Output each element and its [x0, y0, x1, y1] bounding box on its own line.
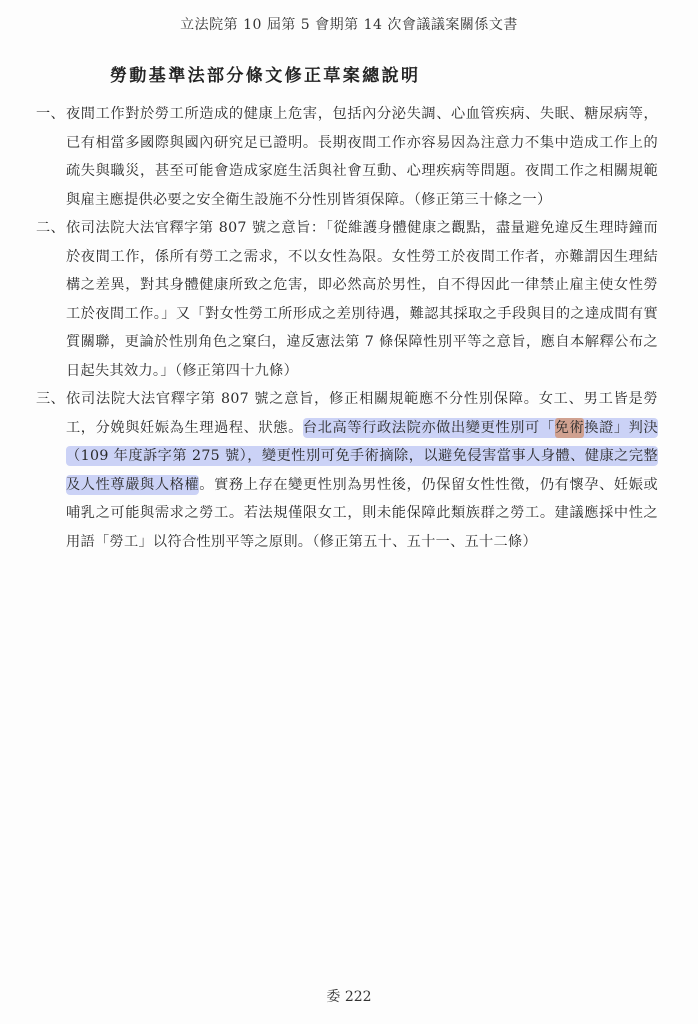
item-text [66, 385, 658, 556]
emphasis-mark: 免術 [554, 419, 585, 436]
highlight-text: 台北高等行政法院亦做出變更性別可「 [302, 419, 555, 436]
explanation-list [36, 100, 658, 556]
item-text: 夜間工作對於勞工所造成的健康上危害，包括內分泌失調、心血管疾病、失眠、糖尿病等，已有相當多國際與國內研究足已證明。長期夜間工作亦容易因為注意力不集中造成工作上的疏失與職災，甚至可能會造成家庭生活與社會互動、心理疾病等問題。夜間工作之相關規範與雇主應提供必要之安全衛生設施不分性別皆須保障。（修正第三十條之一） [66, 106, 658, 208]
running-header: 立法院第 10 屆第 5 會期第 14 次會議議案關係文書 [180, 17, 518, 33]
list-item [36, 214, 658, 385]
item-text-plain: 。實務上存在變更性別為男性後，仍保留女性性徵，仍有懷孕、妊娠或哺乳之可能與需求之勞工。若法規僅限女工，則未能保障此類族群之勞工。建議應採中性之用語「勞工」以符合性別平等之原則。（修正第五十、五十一、五十二條） [66, 476, 658, 550]
item-number: 一、 [36, 106, 65, 122]
highlight-text: 換證」判決（109 年度訴字第 275 號），變更性別可免手術摘除，以避免侵害當事人身體、健康之完整及人性尊嚴與人格權 [66, 419, 658, 493]
list-item [36, 385, 658, 556]
list-item [36, 100, 658, 214]
document-title: 勞動基準法部分條文修正草案總說明 [110, 66, 421, 86]
page-number: 委 222 [326, 989, 372, 1005]
item-text-plain: 依司法院大法官釋字第 807 號之意旨，修正相關規範應不分性別保障。女工、男工皆是勞工，分娩與妊娠為生理過程、狀態。 [66, 391, 658, 436]
item-number: 三、 [36, 391, 65, 407]
item-number: 二、 [36, 220, 65, 236]
item-text: 依司法院大法官釋字第 807 號之意旨：「從維護身體健康之觀點，盡量避免違反生理時鐘而於夜間工作，係所有勞工之需求，不以女性為限。女性勞工於夜間工作者，亦難謂因生理結構之差異，對其身體健康所致之危害，即必然高於男性，自不得因此一律禁止雇主使女性勞工於夜間工作。」又「對女性勞工所形成之差別待遇，難認其採取之手段與目的之達成間有實質關聯，更論於性別角色之窠臼，違反憲法第 7 條保障性別平等之意旨，應自本解釋公布之日起失其效力。」（修正第四十九條） [66, 220, 658, 379]
